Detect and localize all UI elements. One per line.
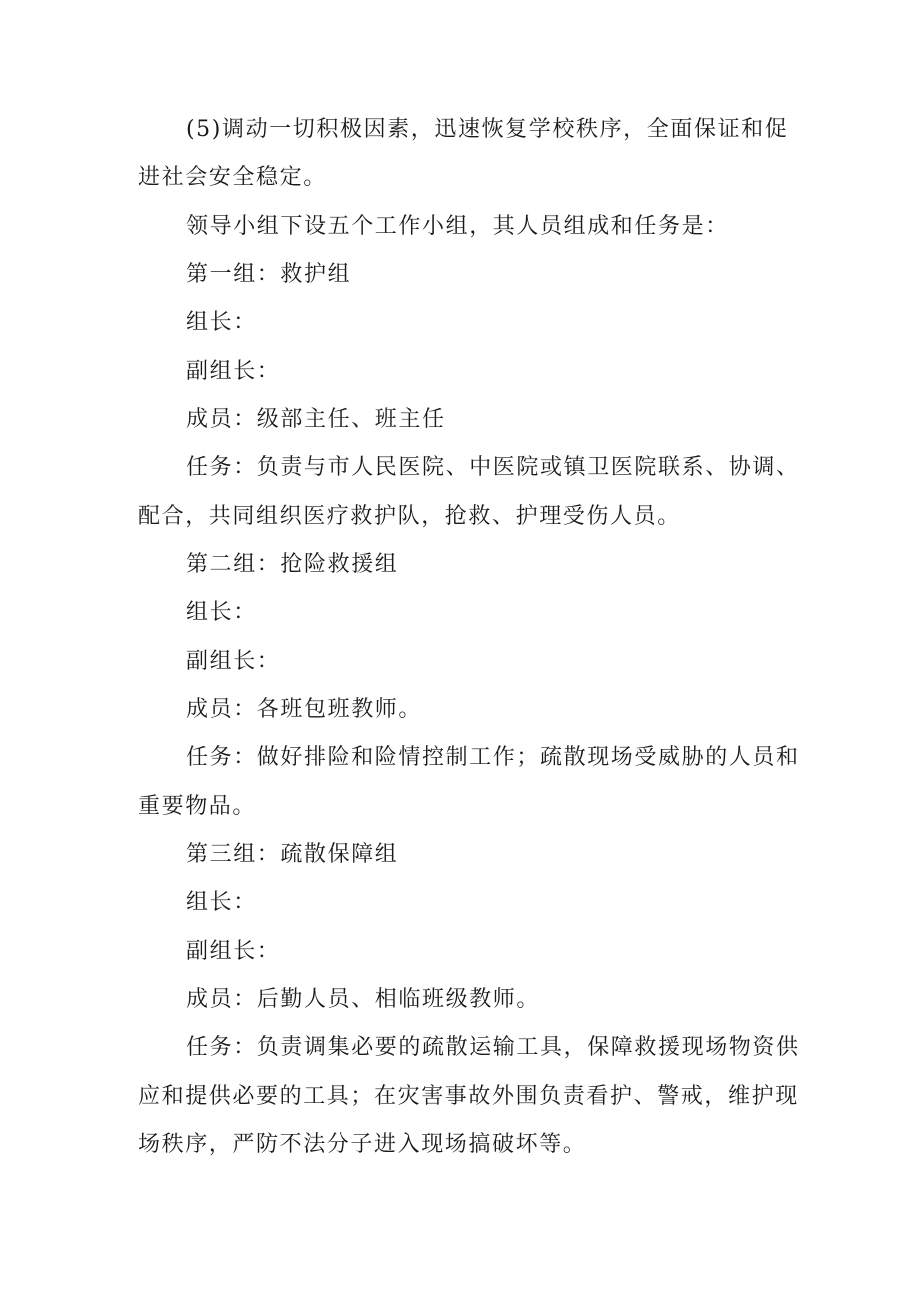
group-1-members: 成员：级部主任、班主任 xyxy=(186,407,446,432)
group-1-title: 第一组：救护组 xyxy=(186,262,352,287)
group-2-deputy-leader: 副组长： xyxy=(186,649,281,674)
group-1-deputy-leader: 副组长： xyxy=(186,359,281,384)
group-2-task-line-1: 任务：做好排险和险情控制工作；疏散现场受威胁的人员和 xyxy=(186,745,800,770)
group-2-leader: 组长： xyxy=(186,600,257,625)
group-2-members: 成员：各班包班教师。 xyxy=(186,697,423,722)
group-2-task-line-2: 重要物品。 xyxy=(138,794,257,819)
paragraph-item-5-line-1: (5)调动一切积极因素，迅速恢复学校秩序，全面保证和促 xyxy=(186,117,789,142)
group-2-title: 第二组：抢险救援组 xyxy=(186,552,399,577)
group-1-task-line-2: 配合，共同组织医疗救护队，抢救、护理受伤人员。 xyxy=(138,504,681,529)
group-3-leader: 组长： xyxy=(186,890,257,915)
group-3-deputy-leader: 副组长： xyxy=(186,939,281,964)
group-3-task-line-1: 任务：负责调集必要的疏散运输工具，保障救援现场物资供 xyxy=(186,1035,800,1060)
group-3-task-line-2: 应和提供必要的工具；在灾害事故外围负责看护、警戒，维护现 xyxy=(138,1084,799,1109)
group-1-task-line-1: 任务：负责与市人民医院、中医院或镇卫医院联系、协调、 xyxy=(186,455,800,480)
group-1-leader: 组长： xyxy=(186,310,257,335)
group-3-title: 第三组：疏散保障组 xyxy=(186,842,399,867)
group-3-task-line-3: 场秩序，严防不法分子进入现场搞破坏等。 xyxy=(138,1132,587,1157)
paragraph-item-5-line-2: 进社会安全稳定。 xyxy=(138,165,327,190)
group-3-members: 成员：后勤人员、相临班级教师。 xyxy=(186,987,541,1012)
paragraph-groups-intro: 领导小组下设五个工作小组，其人员组成和任务是： xyxy=(186,214,729,239)
